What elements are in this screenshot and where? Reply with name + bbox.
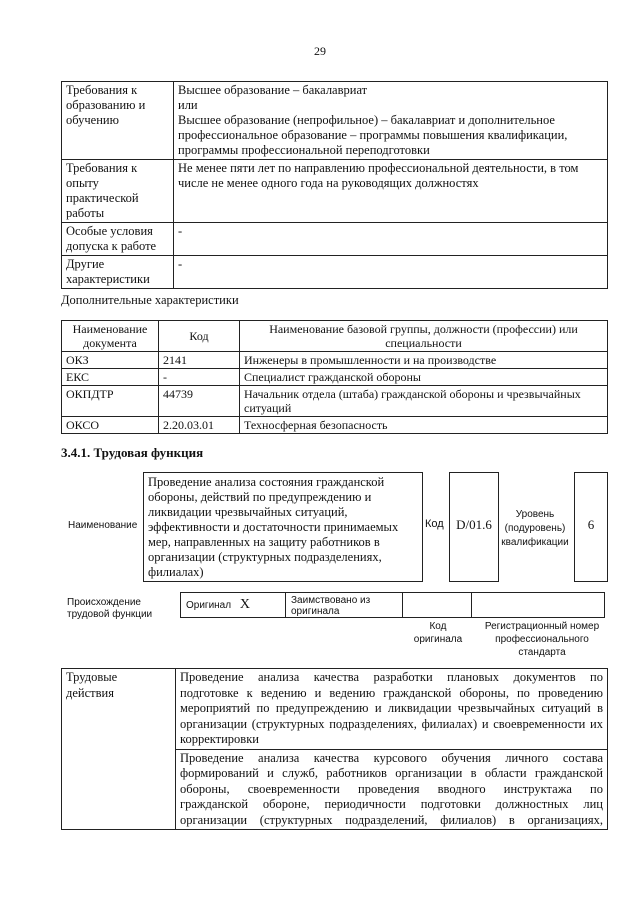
label-line: действия <box>66 685 114 700</box>
reg-number-caption <box>472 620 612 659</box>
table-row <box>62 256 608 289</box>
origin-table <box>180 592 605 618</box>
table-cell: 44739 <box>159 386 240 417</box>
name-line: филиалах) <box>148 565 204 579</box>
additional-title: Дополнительные характеристики <box>61 293 239 307</box>
caption-line: стандарта <box>518 647 566 658</box>
column-header: Код <box>159 321 240 352</box>
value-line: Не менее пяти лет по направлению профессиональной деятельности, в том <box>178 161 579 175</box>
requirement-label <box>62 256 174 289</box>
table-cell: 2141 <box>159 352 240 369</box>
requirement-value <box>174 223 608 256</box>
label-line: образованию и <box>66 98 146 112</box>
name-line: Проведение анализа состояния гражданской <box>148 475 385 489</box>
level-box <box>574 472 608 582</box>
name-line: мер, направленных на защиту работников в <box>148 535 380 549</box>
action-line: формирований и служб, работников организации в области гражданской <box>180 766 603 780</box>
value-line: - <box>178 257 183 271</box>
caption-line: Код <box>429 621 447 632</box>
table-cell: ОКЗ <box>62 352 159 369</box>
table-cell: Техносферная безопасность <box>240 417 608 434</box>
name-line: обороны, действий по предупреждению и <box>148 490 372 504</box>
caption-line: Регистрационный номер <box>484 621 600 632</box>
value-line: числе не менее одного года на руководящих должностях <box>178 176 479 190</box>
action-line: подготовке к ведению и ведению гражданской обороны, по проведению <box>180 685 603 700</box>
caption-line: оригинала <box>413 634 463 645</box>
actions-table <box>61 668 608 830</box>
section-heading: 3.4.1. Трудовая функция <box>61 445 204 460</box>
table-cell: ОКПДТР <box>62 386 159 417</box>
name-line: ликвидации чрезвычайных ситуаций, <box>148 505 348 519</box>
additional-table <box>61 320 608 434</box>
name-label: Наименование <box>68 520 138 531</box>
original-cell <box>181 593 286 618</box>
name-line: организации (структурных подразделениях, <box>148 550 382 564</box>
reg-number-cell <box>472 593 605 618</box>
code-value: D/01.6 <box>456 517 492 532</box>
table-row <box>62 386 608 417</box>
origin-label-line: Происхождение <box>67 597 141 608</box>
label-line: опыту <box>66 176 99 190</box>
table-cell: 2.20.03.01 <box>159 417 240 434</box>
column-header: Наименование документа <box>62 321 159 352</box>
table-cell: Начальник отдела (штаба) гражданской обороны и чрезвычайных ситуаций <box>240 386 608 417</box>
action-line: обороны, своевременности проведения вводного инструктажа по <box>180 781 603 796</box>
code-label: Код <box>425 518 444 530</box>
requirement-value <box>174 160 608 223</box>
code-original-cell <box>403 593 472 618</box>
table-row <box>62 669 608 750</box>
action-line: организации (структурных подразделений, филиалов) в организациях, <box>180 812 603 827</box>
label-line: работы <box>66 206 105 220</box>
level-value: 6 <box>587 517 595 532</box>
borrowed-cell: Заимствовано из оригинала <box>286 593 403 618</box>
table-cell: ЕКС <box>62 369 159 386</box>
page-number: 29 <box>314 44 326 58</box>
requirement-label <box>62 223 174 256</box>
origin-label-line: трудовой функции <box>67 609 153 620</box>
label-line: Трудовые <box>66 670 118 684</box>
label-line: практической <box>66 191 139 205</box>
code-box <box>449 472 499 582</box>
caption-line: профессионального <box>495 634 589 645</box>
value-line: программы профессиональной переподготовки <box>178 143 430 157</box>
label-line: Особые условия <box>66 224 153 238</box>
label-line: Требования к <box>66 161 138 175</box>
table-header-row <box>62 321 608 352</box>
value-line: - <box>178 224 183 238</box>
action-item <box>176 749 608 830</box>
value-line: Высшее образование (непрофильное) – бакалавриат и дополнительное <box>178 113 555 127</box>
action-line: мероприятий по предупреждению и ликвидации чрезвычайных ситуаций в <box>180 701 603 715</box>
action-line: корректировки <box>180 732 259 746</box>
table-row <box>62 223 608 256</box>
label-line: Другие <box>66 257 105 271</box>
column-header: Наименование базовой группы, должности (профессии) или специальности <box>240 321 608 352</box>
table-cell: - <box>159 369 240 386</box>
original-mark: X <box>239 597 250 612</box>
requirements-table <box>61 81 608 289</box>
table-row <box>62 369 608 386</box>
requirement-value <box>174 256 608 289</box>
code-original-caption <box>405 620 471 646</box>
function-name-box <box>143 472 423 582</box>
action-line: Проведение анализа качества курсового обучения личного состава <box>180 750 603 765</box>
action-item <box>176 669 608 750</box>
label-line: допуска к работе <box>66 239 157 253</box>
table-cell: Инженеры в промышленности и на производстве <box>240 352 608 369</box>
origin-label <box>67 597 152 621</box>
table-row <box>62 417 608 434</box>
original-label: Оригинал <box>186 600 232 611</box>
table-row <box>62 82 608 160</box>
actions-label <box>62 669 176 830</box>
table-row <box>62 160 608 223</box>
action-line: гражданской обороне, периодичности подготовки должностных лиц <box>180 797 603 811</box>
value-line: Высшее образование – бакалавриат <box>178 83 368 97</box>
level-label: Уровень (подуровень) квалификации <box>501 509 569 548</box>
action-line: организации (структурных подразделениях, филиалах) и своевременности их <box>180 716 603 731</box>
name-line: эффективности и достаточности принимаемых <box>148 520 399 534</box>
requirement-value <box>174 82 608 160</box>
table-row <box>181 593 605 618</box>
label-line: характеристики <box>66 272 150 286</box>
value-line: профессиональное образование – программы повышения квалификации, <box>178 128 568 142</box>
value-line: или <box>178 98 198 112</box>
table-cell: Специалист гражданской обороны <box>240 369 608 386</box>
label-line: Требования к <box>66 83 138 97</box>
label-line: обучению <box>66 113 119 127</box>
table-row <box>62 352 608 369</box>
table-cell: ОКСО <box>62 417 159 434</box>
requirement-label <box>62 160 174 223</box>
action-line: Проведение анализа качества разработки плановых документов по <box>180 670 603 684</box>
requirement-label <box>62 82 174 160</box>
